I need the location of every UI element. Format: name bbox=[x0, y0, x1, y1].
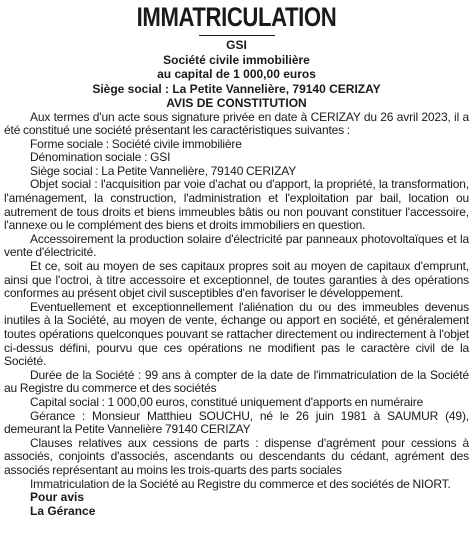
notice-body bbox=[4, 111, 469, 492]
notice-title: IMMATRICULATION bbox=[136, 2, 337, 32]
legal-notice bbox=[4, 0, 469, 519]
title-divider bbox=[199, 35, 275, 36]
section-title: AVIS DE CONSTITUTION bbox=[166, 96, 307, 110]
capital-line: Capital social : 1 000,00 euros, constitué uniquement d'apports en numéraire bbox=[30, 394, 424, 409]
duration-paragraph: Durée de la Société : 99 ans à compter de la date de l'immatriculation de la Société au Registre du commerce et des sociétés bbox=[4, 367, 469, 396]
transfer-clause-paragraph: Clauses relatives aux cessions de parts : dispense d'agrément pour cessions à associés, conjoints d'associés, ascendants ou descendants du cédant, agrément des associés représentant au moins les trois-quarts des parts sociales bbox=[4, 435, 469, 477]
purpose-financing-paragraph: Et ce, soit au moyen de ses capitaux propres soit au moyen de capitaux d'emprunt, ainsi que l'octroi, à titre accessoire et exceptionnel, de toutes garanties à des opérations conformes au présent objet civil susceptibles d'en favoriser le développement. bbox=[4, 259, 469, 301]
company-type: Société civile immobilière bbox=[163, 52, 310, 67]
manager-paragraph: Gérance : Monsieur Matthieu SOUCHU, né le 26 juin 1981 à SAUMUR (49), demeurant la Petite Vannelière 79140 CERIZAY bbox=[4, 408, 469, 437]
purpose-paragraph: Objet social : l'acquisition par voie d'achat ou d'apport, la propriété, la transformation, l'aménagement, la construction, l'administration et l'exploitation par bail, location ou autrement de tous droits et biens immeubles bâtis ou non pouvant constituer l'accessoire, l'annexe ou le complément des biens et droits immobiliers en question. bbox=[4, 177, 469, 233]
office-line: Siège social : La Petite Vannelière, 79140 CERIZAY bbox=[30, 163, 297, 178]
legal-form-line: Forme sociale : Société civile immobilière bbox=[30, 136, 242, 151]
signatory-line: La Gérance bbox=[30, 503, 96, 518]
company-registered-office: Siège social : La Petite Vannelière, 79140 CERIZAY bbox=[92, 81, 381, 96]
denomination-line: Dénomination sociale : GSI bbox=[30, 150, 171, 165]
purpose-solar-paragraph: Accessoirement la production solaire d'électricité par panneaux photovoltaïques et la vente d'électricité. bbox=[4, 231, 469, 260]
company-name: GSI bbox=[226, 38, 247, 52]
intro-paragraph: Aux termes d'un acte sous signature privée en date à CERIZAY du 26 avril 2023, il a été constitué une société présentant les caractéristiques suivantes : bbox=[4, 109, 469, 138]
purpose-disposal-paragraph: Eventuellement et exceptionnellement l'aliénation du ou des immeubles devenus inutiles à la Société, au moyen de vente, échange ou apport en société, et généralement toutes opérations quelconques pouvant se rattacher directement ou indirectement à l'objet ci-dessus défini, pourvu que ces opérations ne modifient pas le caractère civil de la Société. bbox=[4, 299, 469, 369]
company-capital: au capital de 1 000,00 euros bbox=[157, 67, 316, 81]
closing-line: Pour avis bbox=[30, 490, 85, 505]
registration-line: Immatriculation de la Société au Registre du commerce et des sociétés de NIORT. bbox=[30, 476, 451, 491]
